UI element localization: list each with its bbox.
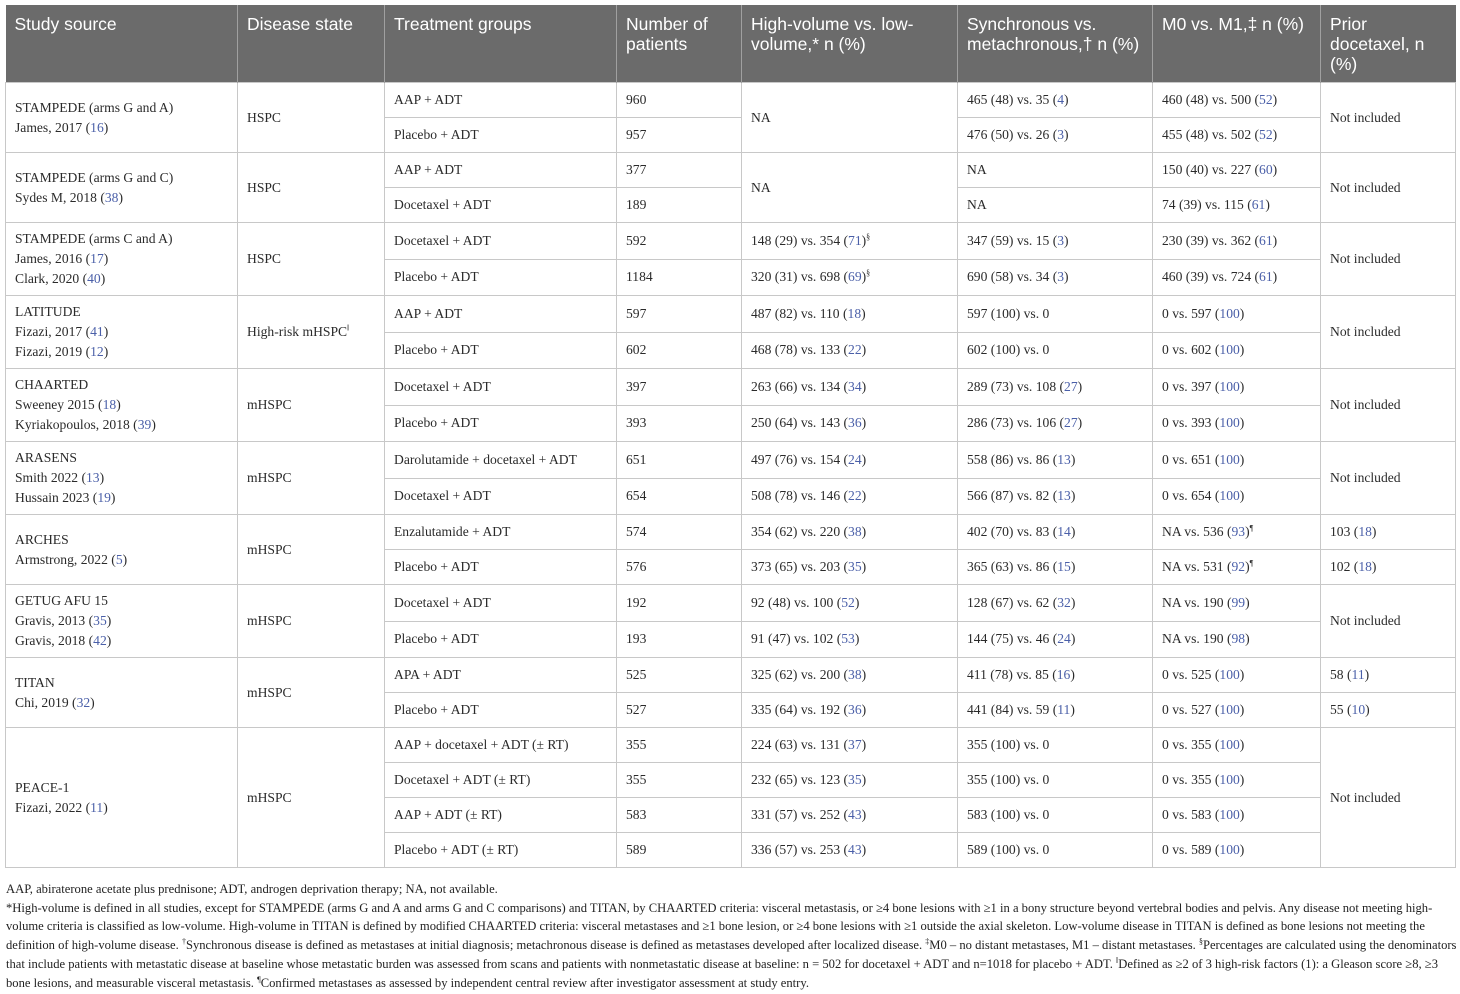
m0-m1-cell: NA vs. 531 (92)¶ bbox=[1153, 550, 1321, 585]
table-row bbox=[6, 728, 1456, 763]
m0-m1-cell: 74 (39) vs. 115 (61) bbox=[1153, 188, 1321, 223]
treatment-group-cell: Docetaxel + ADT bbox=[385, 369, 617, 406]
table-row bbox=[6, 369, 1456, 406]
m0-m1-cell: 0 vs. 597 (100) bbox=[1153, 296, 1321, 333]
study-source-line: Gravis, 2018 (42) bbox=[15, 633, 112, 648]
high-volume-cell: 92 (48) vs. 100 (52) bbox=[742, 585, 958, 622]
patient-count-cell: 192 bbox=[617, 585, 742, 622]
m0-m1-cell: 460 (39) vs. 724 (61) bbox=[1153, 259, 1321, 296]
study-source-cell bbox=[6, 223, 238, 296]
high-volume-cell: 232 (65) vs. 123 (35) bbox=[742, 763, 958, 798]
synchronous-cell: 465 (48) vs. 35 (4) bbox=[958, 83, 1153, 118]
treatment-group-cell: Placebo + ADT (± RT) bbox=[385, 833, 617, 868]
study-source-line: ARCHES bbox=[15, 531, 69, 547]
study-source-line: GETUG AFU 15 bbox=[15, 593, 108, 608]
header-disease-state: Disease state bbox=[238, 5, 385, 83]
patient-count-cell: 576 bbox=[617, 550, 742, 585]
m0-m1-cell: NA vs. 190 (99) bbox=[1153, 585, 1321, 622]
prior-docetaxel-cell: Not included bbox=[1321, 83, 1456, 153]
treatment-group-cell: Docetaxel + ADT (± RT) bbox=[385, 763, 617, 798]
patient-count-cell: 527 bbox=[617, 693, 742, 728]
synchronous-cell: 602 (100) vs. 0 bbox=[958, 332, 1153, 369]
high-volume-cell: 497 (76) vs. 154 (24) bbox=[742, 442, 958, 479]
study-source-cell bbox=[6, 728, 238, 868]
study-source-line: TITAN bbox=[15, 674, 55, 690]
m0-m1-cell: 230 (39) vs. 362 (61) bbox=[1153, 223, 1321, 260]
treatment-group-cell: Docetaxel + ADT bbox=[385, 223, 617, 260]
study-source-line: STAMPEDE (arms C and A) bbox=[15, 231, 173, 246]
high-volume-cell: 373 (65) vs. 203 (35) bbox=[742, 550, 958, 585]
study-source-line: Fizazi, 2022 (11) bbox=[15, 799, 108, 815]
table-row bbox=[6, 153, 1456, 188]
m0-m1-cell: 0 vs. 583 (100) bbox=[1153, 798, 1321, 833]
patient-count-cell: 525 bbox=[617, 658, 742, 693]
prior-docetaxel-cell: 103 (18) bbox=[1321, 515, 1456, 550]
synchronous-cell: 289 (73) vs. 108 (27) bbox=[958, 369, 1153, 406]
high-volume-cell: 331 (57) vs. 252 (43) bbox=[742, 798, 958, 833]
footnote-paragraph: AAP, abiraterone acetate plus prednisone; ADT, androgen deprivation therapy; NA, not available. bbox=[6, 882, 498, 896]
synchronous-cell: 441 (84) vs. 59 (11) bbox=[958, 693, 1153, 728]
study-source-cell bbox=[6, 369, 238, 442]
prior-docetaxel-cell: Not included bbox=[1321, 296, 1456, 369]
table-row bbox=[6, 296, 1456, 333]
header-synchronous: Synchronous vs. metachronous,† n (%) bbox=[958, 5, 1153, 83]
treatment-group-cell: AAP + ADT bbox=[385, 296, 617, 333]
high-volume-cell: 263 (66) vs. 134 (34) bbox=[742, 369, 958, 406]
high-volume-cell: 354 (62) vs. 220 (38) bbox=[742, 515, 958, 550]
high-volume-cell: 508 (78) vs. 146 (22) bbox=[742, 478, 958, 515]
patient-count-cell: 393 bbox=[617, 405, 742, 442]
synchronous-cell: 583 (100) vs. 0 bbox=[958, 798, 1153, 833]
prior-docetaxel-cell: Not included bbox=[1321, 369, 1456, 442]
high-volume-cell: 91 (47) vs. 102 (53) bbox=[742, 621, 958, 658]
table-body bbox=[6, 83, 1456, 868]
patient-count-cell: 397 bbox=[617, 369, 742, 406]
study-source-cell bbox=[6, 515, 238, 585]
m0-m1-cell: 0 vs. 393 (100) bbox=[1153, 405, 1321, 442]
study-source-line: Smith 2022 (13) bbox=[15, 470, 105, 485]
synchronous-cell: 365 (63) vs. 86 (15) bbox=[958, 550, 1153, 585]
table-row bbox=[6, 223, 1456, 260]
disease-state-cell: mHSPC bbox=[238, 585, 385, 658]
patient-count-cell: 574 bbox=[617, 515, 742, 550]
study-source-line: Fizazi, 2017 (41) bbox=[15, 324, 109, 339]
patient-count-cell: 1184 bbox=[617, 259, 742, 296]
header-prior-docetaxel: Prior docetaxel, n (%) bbox=[1321, 5, 1456, 83]
patient-count-cell: 602 bbox=[617, 332, 742, 369]
treatment-group-cell: Docetaxel + ADT bbox=[385, 478, 617, 515]
header-study-source: Study source bbox=[6, 5, 238, 83]
baseline-characteristics-table bbox=[5, 5, 1456, 868]
patient-count-cell: 583 bbox=[617, 798, 742, 833]
prior-docetaxel-cell: 102 (18) bbox=[1321, 550, 1456, 585]
synchronous-cell: 286 (73) vs. 106 (27) bbox=[958, 405, 1153, 442]
study-source-line: STAMPEDE (arms G and C) bbox=[15, 169, 174, 185]
m0-m1-cell: 0 vs. 355 (100) bbox=[1153, 728, 1321, 763]
treatment-group-cell: Placebo + ADT bbox=[385, 693, 617, 728]
high-volume-cell: 336 (57) vs. 253 (43) bbox=[742, 833, 958, 868]
patient-count-cell: 193 bbox=[617, 621, 742, 658]
table-footnotes bbox=[6, 880, 1458, 992]
study-source-line: James, 2017 (16) bbox=[15, 119, 109, 135]
high-volume-cell: 335 (64) vs. 192 (36) bbox=[742, 693, 958, 728]
prior-docetaxel-cell: 55 (10) bbox=[1321, 693, 1456, 728]
high-volume-cell: 325 (62) vs. 200 (38) bbox=[742, 658, 958, 693]
header-number-of-patients: Number of patients bbox=[617, 5, 742, 83]
synchronous-cell: 128 (67) vs. 62 (32) bbox=[958, 585, 1153, 622]
study-source-cell bbox=[6, 153, 238, 223]
disease-state-cell: HSPC bbox=[238, 153, 385, 223]
prior-docetaxel-cell: Not included bbox=[1321, 728, 1456, 868]
synchronous-cell: NA bbox=[958, 153, 1153, 188]
table-row bbox=[6, 658, 1456, 693]
patient-count-cell: 654 bbox=[617, 478, 742, 515]
prior-docetaxel-cell: 58 (11) bbox=[1321, 658, 1456, 693]
m0-m1-cell: 460 (48) vs. 500 (52) bbox=[1153, 83, 1321, 118]
footnote-paragraph: *High-volume is defined in all studies, except for STAMPEDE (arms G and A and arms G and C comparisons) and TITAN, by CHAARTED criteria: visceral metastasis, or ≥4 bone lesions with ≥1 in a bony structure beyond vertebral bodies and pelvis. Any disease not meeting high-volume criteria is classified as low-volume. High-volume in TITAN is defined by modified CHAARTED criteria: visceral metastases and ≥1 bone lesion, or ≥4 bone lesions with ≥1 outside the axial skeleton. Low-volume disease in TITAN is defined as bone lesions not meeting the definition of high-volume disease. †Synchronous disease is defined as metastases at initial diagnosis; metachronous disease is defined as metastases developed after localized disease. ‡M0 – no distant metastases, M1 – distant metastases. §Percentages are calculated using the denominators that include patients with metastatic disease at baseline whose metastatic burden was assessed from scans and patients with nonmetastatic disease at baseline: n = 502 for docetaxel + ADT and n=1018 for placebo + ADT. ‖Defined as ≥2 of 3 high-risk factors (1): a Gleason score ≥8, ≥3 bone lesions, and measurable visceral metastasis. ¶Confirmed metastases as assessed by independent central review after investigator assessment at study entry. bbox=[6, 900, 1457, 990]
m0-m1-cell: 0 vs. 525 (100) bbox=[1153, 658, 1321, 693]
m0-m1-cell: 0 vs. 602 (100) bbox=[1153, 332, 1321, 369]
disease-state-cell: HSPC bbox=[238, 223, 385, 296]
study-source-cell bbox=[6, 442, 238, 515]
treatment-group-cell: Placebo + ADT bbox=[385, 550, 617, 585]
synchronous-cell: 566 (87) vs. 82 (13) bbox=[958, 478, 1153, 515]
patient-count-cell: 597 bbox=[617, 296, 742, 333]
high-volume-cell: 148 (29) vs. 354 (71)§ bbox=[742, 223, 958, 260]
synchronous-cell: 144 (75) vs. 46 (24) bbox=[958, 621, 1153, 658]
treatment-group-cell: Placebo + ADT bbox=[385, 332, 617, 369]
m0-m1-cell: 0 vs. 589 (100) bbox=[1153, 833, 1321, 868]
synchronous-cell: 597 (100) vs. 0 bbox=[958, 296, 1153, 333]
study-source-line: Chi, 2019 (32) bbox=[15, 694, 95, 710]
synchronous-cell: NA bbox=[958, 188, 1153, 223]
synchronous-cell: 589 (100) vs. 0 bbox=[958, 833, 1153, 868]
table-row bbox=[6, 83, 1456, 118]
patient-count-cell: 651 bbox=[617, 442, 742, 479]
study-source-cell bbox=[6, 296, 238, 369]
header-treatment-groups: Treatment groups bbox=[385, 5, 617, 83]
table-row bbox=[6, 515, 1456, 550]
header-high-volume: High-volume vs. low-volume,* n (%) bbox=[742, 5, 958, 83]
study-source-line: CHAARTED bbox=[15, 377, 89, 392]
synchronous-cell: 347 (59) vs. 15 (3) bbox=[958, 223, 1153, 260]
study-source-line: LATITUDE bbox=[15, 304, 81, 319]
disease-state-cell: mHSPC bbox=[238, 515, 385, 585]
baseline-characteristics-table-container bbox=[5, 5, 1455, 868]
m0-m1-cell: 150 (40) vs. 227 (60) bbox=[1153, 153, 1321, 188]
study-source-line: Kyriakopoulos, 2018 (39) bbox=[15, 417, 156, 432]
m0-m1-cell: 455 (48) vs. 502 (52) bbox=[1153, 118, 1321, 153]
high-volume-cell: 250 (64) vs. 143 (36) bbox=[742, 405, 958, 442]
table-row bbox=[6, 585, 1456, 622]
treatment-group-cell: Darolutamide + docetaxel + ADT bbox=[385, 442, 617, 479]
m0-m1-cell: 0 vs. 355 (100) bbox=[1153, 763, 1321, 798]
synchronous-cell: 411 (78) vs. 85 (16) bbox=[958, 658, 1153, 693]
disease-state-cell: High-risk mHSPC‖ bbox=[238, 296, 385, 369]
patient-count-cell: 589 bbox=[617, 833, 742, 868]
study-source-line: PEACE-1 bbox=[15, 779, 70, 795]
disease-state-cell: HSPC bbox=[238, 83, 385, 153]
prior-docetaxel-cell: Not included bbox=[1321, 153, 1456, 223]
study-source-line: Gravis, 2013 (35) bbox=[15, 613, 112, 628]
table-header-row bbox=[6, 5, 1456, 83]
patient-count-cell: 957 bbox=[617, 118, 742, 153]
patient-count-cell: 189 bbox=[617, 188, 742, 223]
treatment-group-cell: AAP + ADT bbox=[385, 153, 617, 188]
synchronous-cell: 690 (58) vs. 34 (3) bbox=[958, 259, 1153, 296]
m0-m1-cell: 0 vs. 651 (100) bbox=[1153, 442, 1321, 479]
study-source-line: Armstrong, 2022 (5) bbox=[15, 551, 128, 567]
treatment-group-cell: AAP + docetaxel + ADT (± RT) bbox=[385, 728, 617, 763]
disease-state-cell: mHSPC bbox=[238, 369, 385, 442]
high-volume-cell: 224 (63) vs. 131 (37) bbox=[742, 728, 958, 763]
study-source-cell bbox=[6, 83, 238, 153]
study-source-cell bbox=[6, 658, 238, 728]
prior-docetaxel-cell: Not included bbox=[1321, 585, 1456, 658]
high-volume-cell: NA bbox=[742, 153, 958, 223]
m0-m1-cell: 0 vs. 527 (100) bbox=[1153, 693, 1321, 728]
synchronous-cell: 476 (50) vs. 26 (3) bbox=[958, 118, 1153, 153]
treatment-group-cell: Placebo + ADT bbox=[385, 621, 617, 658]
synchronous-cell: 355 (100) vs. 0 bbox=[958, 728, 1153, 763]
prior-docetaxel-cell: Not included bbox=[1321, 442, 1456, 515]
treatment-group-cell: Docetaxel + ADT bbox=[385, 585, 617, 622]
synchronous-cell: 355 (100) vs. 0 bbox=[958, 763, 1153, 798]
disease-state-cell: mHSPC bbox=[238, 728, 385, 868]
high-volume-cell: 468 (78) vs. 133 (22) bbox=[742, 332, 958, 369]
study-source-line: Fizazi, 2019 (12) bbox=[15, 344, 109, 359]
m0-m1-cell: NA vs. 536 (93)¶ bbox=[1153, 515, 1321, 550]
m0-m1-cell: NA vs. 190 (98) bbox=[1153, 621, 1321, 658]
patient-count-cell: 592 bbox=[617, 223, 742, 260]
treatment-group-cell: Placebo + ADT bbox=[385, 405, 617, 442]
table-row bbox=[6, 442, 1456, 479]
patient-count-cell: 960 bbox=[617, 83, 742, 118]
study-source-line: James, 2016 (17) bbox=[15, 251, 109, 266]
treatment-group-cell: AAP + ADT bbox=[385, 83, 617, 118]
high-volume-cell: 487 (82) vs. 110 (18) bbox=[742, 296, 958, 333]
patient-count-cell: 377 bbox=[617, 153, 742, 188]
patient-count-cell: 355 bbox=[617, 728, 742, 763]
treatment-group-cell: APA + ADT bbox=[385, 658, 617, 693]
study-source-cell bbox=[6, 585, 238, 658]
patient-count-cell: 355 bbox=[617, 763, 742, 798]
high-volume-cell: 320 (31) vs. 698 (69)§ bbox=[742, 259, 958, 296]
study-source-line: Clark, 2020 (40) bbox=[15, 271, 106, 286]
treatment-group-cell: Placebo + ADT bbox=[385, 259, 617, 296]
high-volume-cell: NA bbox=[742, 83, 958, 153]
study-source-line: Sydes M, 2018 (38) bbox=[15, 189, 123, 205]
disease-state-cell: mHSPC bbox=[238, 442, 385, 515]
treatment-group-cell: Enzalutamide + ADT bbox=[385, 515, 617, 550]
study-source-line: Sweeney 2015 (18) bbox=[15, 397, 121, 412]
study-source-line: STAMPEDE (arms G and A) bbox=[15, 99, 174, 115]
prior-docetaxel-cell: Not included bbox=[1321, 223, 1456, 296]
m0-m1-cell: 0 vs. 654 (100) bbox=[1153, 478, 1321, 515]
treatment-group-cell: Placebo + ADT bbox=[385, 118, 617, 153]
header-m0-m1: M0 vs. M1,‡ n (%) bbox=[1153, 5, 1321, 83]
treatment-group-cell: Docetaxel + ADT bbox=[385, 188, 617, 223]
synchronous-cell: 558 (86) vs. 86 (13) bbox=[958, 442, 1153, 479]
synchronous-cell: 402 (70) vs. 83 (14) bbox=[958, 515, 1153, 550]
disease-state-cell: mHSPC bbox=[238, 658, 385, 728]
study-source-line: Hussain 2023 (19) bbox=[15, 490, 116, 505]
study-source-line: ARASENS bbox=[15, 450, 77, 465]
m0-m1-cell: 0 vs. 397 (100) bbox=[1153, 369, 1321, 406]
treatment-group-cell: AAP + ADT (± RT) bbox=[385, 798, 617, 833]
